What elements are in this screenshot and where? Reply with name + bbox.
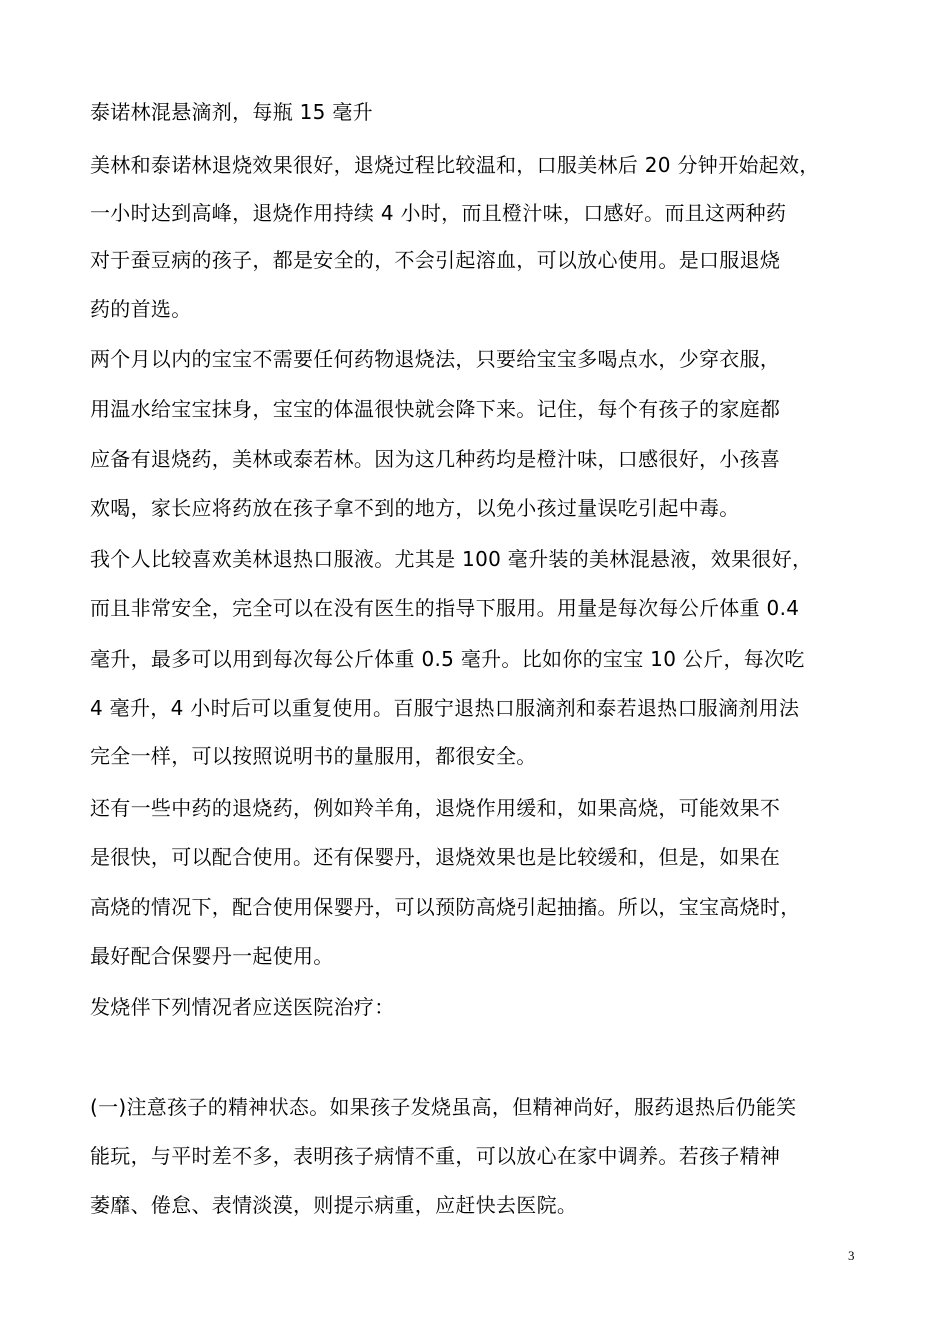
text-line: 能玩，与平时差不多，表明孩子病情不重，可以放心在家中调养。若孩子精神 — [90, 1144, 781, 1168]
text-line: 而且非常安全，完全可以在没有医生的指导下服用。用量是每次每公斤体重 0.4 — [90, 596, 800, 620]
text-line: 药的首选。 — [90, 297, 192, 321]
text-line: 最好配合保婴丹一起使用。 — [90, 944, 334, 968]
text-line: 我个人比较喜欢美林退热口服液。尤其是 100 毫升装的美林混悬液，效果很好， — [90, 547, 813, 571]
text-line: 还有一些中药的退烧药，例如羚羊角，退烧作用缓和，如果高烧，可能效果不 — [90, 796, 781, 820]
text-line: (一)注意孩子的精神状态。如果孩子发烧虽高，但精神尚好，服药退热后仍能笑 — [90, 1095, 797, 1119]
text-line: 美林和泰诺林退烧效果很好，退烧过程比较温和，口服美林后 20 分钟开始起效， — [90, 153, 820, 177]
text-line: 发烧伴下列情况者应送医院治疗： — [90, 995, 395, 1019]
text-line: 应备有退烧药，美林或泰若林。因为这几种药均是橙汁味，口感很好，小孩喜 — [90, 447, 781, 471]
text-line: 高烧的情况下，配合使用保婴丹，可以预防高烧引起抽搐。所以，宝宝高烧时， — [90, 895, 801, 919]
text-line: 两个月以内的宝宝不需要任何药物退烧法，只要给宝宝多喝点水，少穿衣服， — [90, 347, 781, 371]
text-line: 用温水给宝宝抹身，宝宝的体温很快就会降下来。记住，每个有孩子的家庭都 — [90, 397, 781, 421]
text-line: 泰诺林混悬滴剂，每瓶 15 毫升 — [90, 100, 373, 124]
text-line: 对于蚕豆病的孩子，都是安全的，不会引起溶血，可以放心使用。是口服退烧 — [90, 248, 781, 272]
text-line: 是很快，可以配合使用。还有保婴丹，退烧效果也是比较缓和，但是，如果在 — [90, 845, 781, 869]
text-line: 4 毫升，4 小时后可以重复使用。百服宁退热口服滴剂和泰若退热口服滴剂用法 — [90, 696, 800, 720]
text-line: 完全一样，可以按照说明书的量服用，都很安全。 — [90, 744, 537, 768]
text-line: 毫升，最多可以用到每次每公斤体重 0.5 毫升。比如你的宝宝 10 公斤，每次吃 — [90, 647, 805, 671]
text-line: 欢喝，家长应将药放在孩子拿不到的地方，以免小孩过量误吃引起中毒。 — [90, 496, 740, 520]
text-line: 一小时达到高峰，退烧作用持续 4 小时，而且橙汁味，口感好。而且这两种药 — [90, 201, 787, 225]
page-number: 3 — [848, 1248, 855, 1263]
text-line: 萎靡、倦怠、表情淡漠，则提示病重，应赶快去医院。 — [90, 1193, 578, 1217]
